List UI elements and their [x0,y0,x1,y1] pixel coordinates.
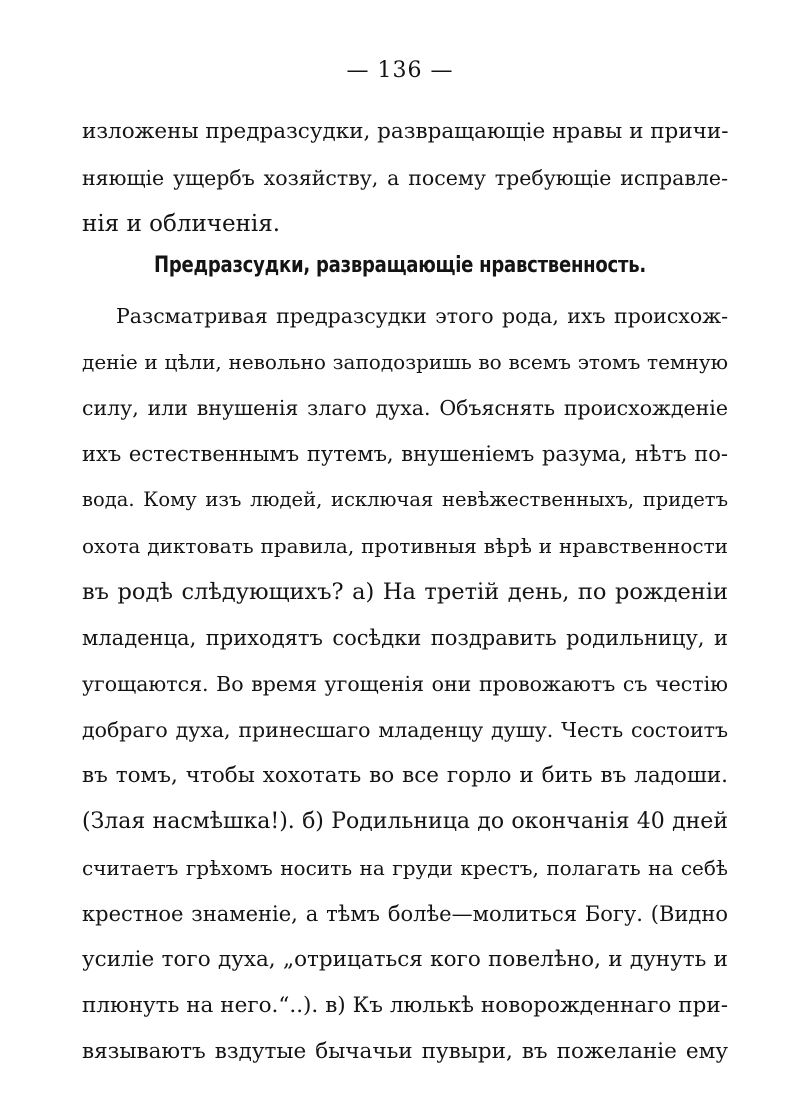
text-line-1: изложены предразсудки, развращающіе нравы и причи- [82,119,728,144]
text-line-13: добраго духа, принесшаго младенцу душу. Честь состоитъ [82,718,728,742]
text-line-9: охота диктовать правила, противныя вѣрѣ и нравственности [82,534,728,558]
section-heading: Предразсудки, развращающіе нравственность. [154,253,646,278]
text-line-16: считаетъ грѣхомъ носить на груди крестъ, полагать на себѣ [82,856,728,880]
text-line-2: няющіе ущербъ хозяйству, а посему требующіе исправле- [82,166,728,190]
text-line-19: плюнуть на него.“..). в) Къ люлькѣ новорожденнаго при- [82,993,728,1018]
text-line-15: (Злая насмѣшка!). б) Родильница до окончанія 40 дней [82,809,728,834]
text-line-4: Разсматривая предразсудки этого рода, ихъ происхож- [116,304,728,328]
text-line-18: усиліе того духа, „отрицаться кого повелѣно, и дунуть и [82,947,728,972]
text-line-10: въ родѣ слѣдующихъ? а) На третій день, по рожденіи [82,579,728,605]
text-line-12: угощаются. Во время угощенія они провожаютъ съ честію [82,672,728,696]
text-line-5: деніе и цѣли, невольно заподозришь во всемъ этомъ темную [82,350,728,374]
text-line-8: вода. Кому изъ людей, исключая невѣжественныхъ, придетъ [82,488,728,511]
text-line-14: въ томъ, чтобы хохотать во все горло и бить въ ладоши. [82,763,728,788]
text-line-17: крестное знаменіе, а тѣмъ болѣе—молиться Богу. (Видно [82,902,728,926]
text-line-11: младенца, приходятъ сосѣдки поздравить родильницу, и [82,626,728,650]
text-line-20: вязываютъ вздутые бычачьи пувыри, въ пожеланіе ему [82,1039,728,1064]
text-line-7: ихъ естественнымъ путемъ, внушеніемъ разума, нѣтъ по- [82,442,728,466]
text-line-3: нія и обличенія. [82,211,281,237]
page-number: — 136 — [346,58,454,83]
text-line-6: силу, или внушенія злаго духа. Объяснять происхожденіе [82,396,728,420]
